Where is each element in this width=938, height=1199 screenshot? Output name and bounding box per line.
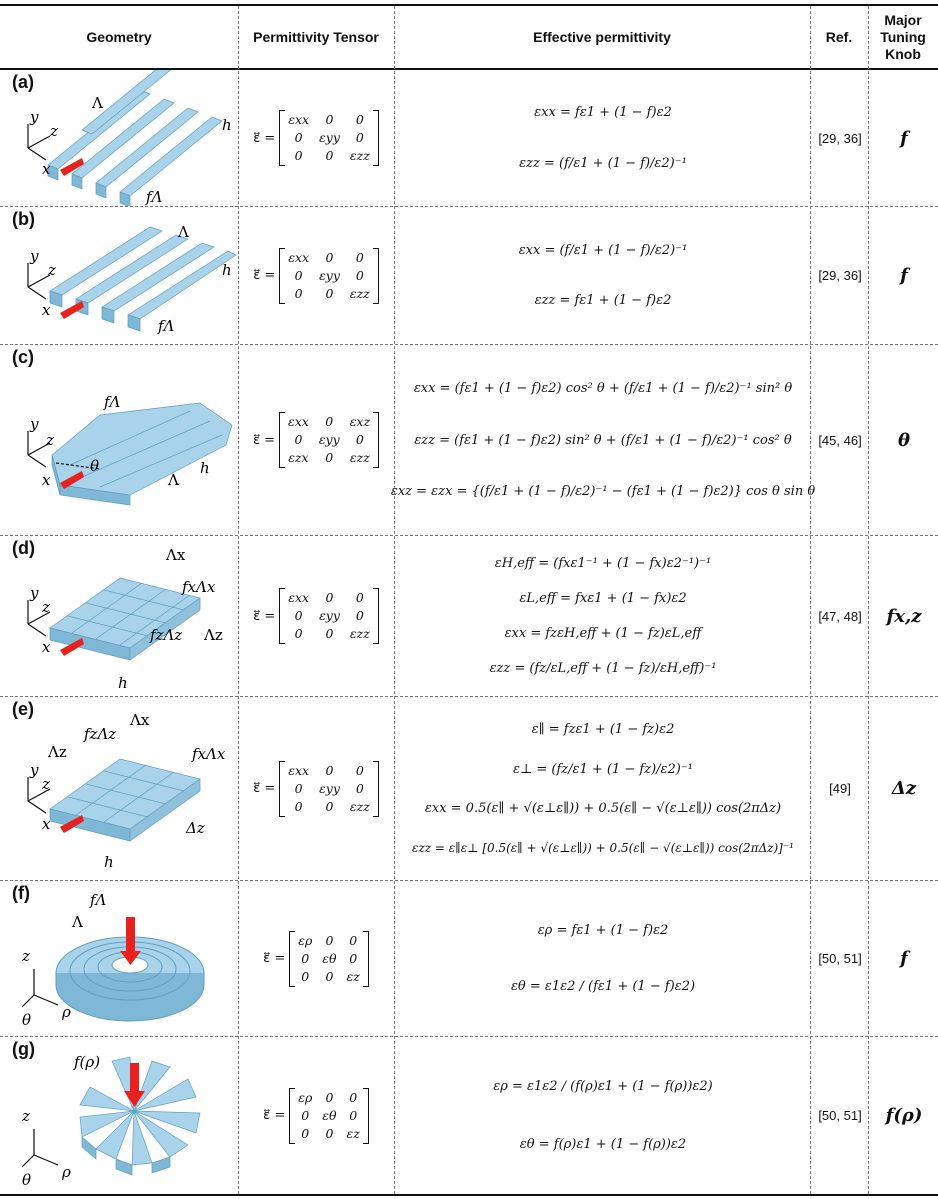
equation: εxx = fε1 + (1 − f)ε2: [534, 105, 672, 121]
table-row-a: [0, 70, 938, 206]
tensor-symbol: ε⃡ =: [253, 268, 276, 283]
concentric-rings-geometry: [0, 881, 236, 1036]
period-z-label: Λz: [204, 626, 223, 644]
equation: ερ = fε1 + (1 − f)ε2: [537, 922, 669, 938]
angle-label: θ: [90, 457, 100, 475]
fill-label: fΛ: [104, 393, 121, 411]
tensor-matrix: ερ 0 0 0 εθ 0 0 0 εz: [298, 1089, 360, 1141]
permittivity-tensor: [240, 536, 392, 696]
axis-label-x: x: [42, 638, 51, 656]
effective-permittivity-equations: [390, 345, 816, 535]
equation: ερ = ε1ε2 / (f(ρ)ε1 + (1 − f(ρ))ε2): [493, 1079, 713, 1095]
axis-label-rho: ρ: [62, 1163, 71, 1181]
reference: [29, 36]: [818, 130, 862, 146]
equation: εzz = ε∥ε⊥ [0.5(ε∥ + √(ε⊥ε∥)) + 0.5(ε∥ − √(ε⊥ε∥)) cos(2πΔz)]⁻¹: [412, 841, 794, 856]
equation: εxx = (fε1 + (1 − f)ε2) cos² θ + (f/ε1 + (1 − f)/ε2)⁻¹ sin² θ: [413, 381, 793, 397]
permittivity-tensor: [240, 345, 392, 535]
tuning-knob: f: [900, 948, 908, 969]
axis-label-y: y: [30, 108, 39, 126]
tilted-bars-illustration: [52, 403, 232, 505]
tensor-matrix: εxx 0 0 0 εyy 0 0 0 εzz: [288, 249, 370, 301]
effective-permittivity-equations: [396, 70, 810, 206]
permittivity-tensor: [240, 70, 392, 206]
axes-icon: [22, 1129, 58, 1167]
tensor-matrix: εxx 0 0 0 εyy 0 0 0 εzz: [288, 590, 370, 641]
height-label: h: [104, 853, 114, 871]
stacked-bars-illustration: [48, 70, 222, 206]
tensor-matrix: εxx 0 εxz 0 εyy 0 εzx 0 εzz: [288, 414, 371, 465]
axis-label-x: x: [42, 815, 51, 833]
tilted-grating-geometry: [0, 345, 236, 535]
period-z-label: Λz: [48, 743, 67, 761]
permittivity-tensor: [240, 881, 392, 1036]
period-label: Λ: [178, 223, 189, 241]
header-permittivity-tensor: Permittivity Tensor: [253, 28, 379, 45]
equation: εxx = fzεH,eff + (1 − fz)εL,eff: [504, 626, 702, 641]
shifted-bars-illustration: [50, 759, 200, 841]
table-row-c: [0, 345, 938, 535]
reference: [50, 51]: [818, 1108, 862, 1123]
period-label: Λ: [72, 913, 83, 931]
axis-label-y: y: [30, 761, 39, 779]
effective-permittivity-equations: [396, 536, 810, 696]
tensor-matrix: εxx 0 0 0 εyy 0 0 0 εzz: [288, 762, 370, 814]
axes-icon: [28, 124, 50, 160]
shifted-woodpile-geometry: [0, 697, 236, 880]
header-tuning-knob: Major Tuning Knob: [880, 11, 926, 62]
axis-label-x: x: [42, 160, 51, 178]
axis-label-z: z: [42, 598, 50, 616]
tuning-knob: Δz: [891, 778, 917, 799]
equation: εxx = 0.5(ε∥ + √(ε⊥ε∥)) + 0.5(ε∥ − √(ε⊥ε∥)) cos(2πΔz): [424, 801, 782, 817]
period-x-label: Λx: [166, 546, 186, 564]
equation: εzz = fε1 + (1 − f)ε2: [534, 293, 672, 309]
row-label: (e): [12, 699, 34, 719]
row-label: (f): [12, 883, 30, 903]
tensor-symbol: ε⃡ =: [253, 130, 276, 146]
fill-label: f(ρ): [74, 1053, 101, 1071]
fill-z-label: fzΛz: [150, 626, 183, 644]
reference: [29, 36]: [818, 268, 862, 283]
axis-label-theta: θ: [22, 1011, 32, 1029]
tuning-knob: θ: [897, 429, 910, 451]
effective-permittivity-equations: [396, 207, 810, 344]
equation: εzz = (f/ε1 + (1 − f)/ε2)⁻¹: [519, 155, 687, 171]
tensor-matrix: εxx 0 0 0 εyy 0 0 0 εzz: [288, 112, 370, 163]
row-label: (c): [12, 347, 34, 367]
equation: εzz = (fz/εL,eff + (1 − fz)/εH,eff)⁻¹: [489, 661, 717, 676]
equation: εzz = (fε1 + (1 − f)ε2) sin² θ + (f/ε1 + (1 − f)/ε2)⁻¹ cos² θ: [414, 432, 792, 448]
table-row-e: [0, 697, 938, 880]
fill-x-label: fxΛx: [182, 578, 216, 596]
fill-z-label: fzΛz: [84, 725, 117, 743]
effective-permittivity-equations: [396, 881, 810, 1036]
table-row-b: [0, 207, 938, 344]
axis-label-z: z: [42, 775, 50, 793]
axis-label-rho: ρ: [62, 1003, 71, 1021]
tuning-knob: f(ρ): [885, 1105, 923, 1126]
reference: [45, 46]: [818, 432, 862, 448]
period-label: Λ: [168, 471, 179, 489]
radial-wedges-illustration: [80, 1057, 200, 1175]
tensor-matrix: ερ 0 0 0 εθ 0 0 0 εz: [298, 932, 360, 984]
height-label: h: [200, 459, 210, 477]
axis-label-y: y: [30, 584, 39, 602]
effective-permittivity-equations: [396, 697, 810, 880]
table-row-g: [0, 1037, 938, 1194]
tuning-knob: f: [900, 127, 908, 149]
axis-label-y: y: [30, 415, 39, 433]
fill-label: fΛ: [146, 188, 163, 206]
radial-fan-geometry: [0, 1037, 236, 1194]
equation: εL,eff = fxε1 + (1 − fx)ε2: [519, 591, 687, 606]
permittivity-tensor: [240, 1037, 392, 1194]
stacked-bars-illustration: [50, 227, 236, 331]
axis-label-z: z: [46, 431, 54, 449]
height-label: h: [222, 261, 232, 279]
axis-label-y: y: [30, 247, 39, 265]
row-label: (b): [12, 209, 35, 229]
period-x-label: Λx: [130, 711, 150, 729]
lamellar-grating-geometry: [0, 207, 236, 344]
reference: [49]: [829, 781, 851, 796]
tensor-symbol: ε⃡ =: [253, 608, 276, 624]
fill-label: fΛ: [90, 891, 107, 909]
reference: [47, 48]: [818, 608, 862, 624]
table-bottom-rule: [0, 1194, 938, 1196]
equation: εxx = (f/ε1 + (1 − f)/ε2)⁻¹: [518, 242, 688, 258]
woodpile-grating-geometry: [0, 536, 236, 696]
fill-x-label: fxΛx: [192, 745, 226, 763]
row-label: (a): [12, 72, 34, 92]
permittivity-tensor: [240, 697, 392, 880]
equation: εθ = f(ρ)ε1 + (1 − f(ρ))ε2: [519, 1136, 687, 1152]
tensor-symbol: ε⃡ =: [263, 951, 286, 966]
equation: εθ = ε1ε2 / (fε1 + (1 − f)ε2): [510, 979, 696, 995]
period-label: Λ: [92, 94, 103, 112]
tensor-symbol: ε⃡ =: [252, 432, 276, 448]
axis-label-x: x: [42, 471, 51, 489]
axis-label-z: z: [50, 122, 58, 140]
axis-label-z: z: [22, 1107, 30, 1125]
height-label: h: [222, 116, 232, 134]
table-row-f: [0, 881, 938, 1036]
equation: εxz = εzx = {(f/ε1 + (1 − f)/ε2)⁻¹ − (fε1 + (1 − f)ε2)} cos θ sin θ: [390, 483, 816, 499]
equation: εH,eff = (fxε1⁻¹ + (1 − fx)ε2⁻¹)⁻¹: [494, 556, 712, 571]
reference: [50, 51]: [818, 951, 862, 966]
lamellar-grating-geometry: [0, 70, 236, 206]
row-label: (g): [12, 1039, 35, 1059]
permittivity-tensor: [240, 207, 392, 344]
height-label: h: [118, 674, 128, 692]
equation: ε∥ = fzε1 + (1 − fz)ε2: [531, 721, 675, 737]
tuning-knob: fx,z: [886, 605, 922, 627]
axes-icon: [28, 263, 50, 299]
axes-icon: [22, 969, 58, 1007]
header-effective-permittivity: Effective permittivity: [533, 28, 671, 45]
tensor-symbol: ε⃡ =: [253, 781, 276, 796]
fill-label: fΛ: [158, 317, 175, 335]
row-label: (d): [12, 538, 35, 558]
equation: ε⊥ = (fz/ε1 + (1 − fz)/ε2)⁻¹: [513, 761, 693, 777]
header-ref: Ref.: [825, 28, 853, 45]
effective-permittivity-equations: [396, 1037, 810, 1194]
header-geometry: Geometry: [86, 28, 152, 45]
axis-label-z: z: [22, 947, 30, 965]
axis-label-x: x: [42, 301, 51, 319]
axis-label-theta: θ: [22, 1171, 32, 1189]
table-row-d: [0, 536, 938, 696]
axis-label-z: z: [48, 261, 56, 279]
shift-label: Δz: [186, 819, 205, 837]
tuning-knob: f: [900, 265, 908, 286]
tensor-symbol: ε⃡ =: [263, 1108, 286, 1123]
